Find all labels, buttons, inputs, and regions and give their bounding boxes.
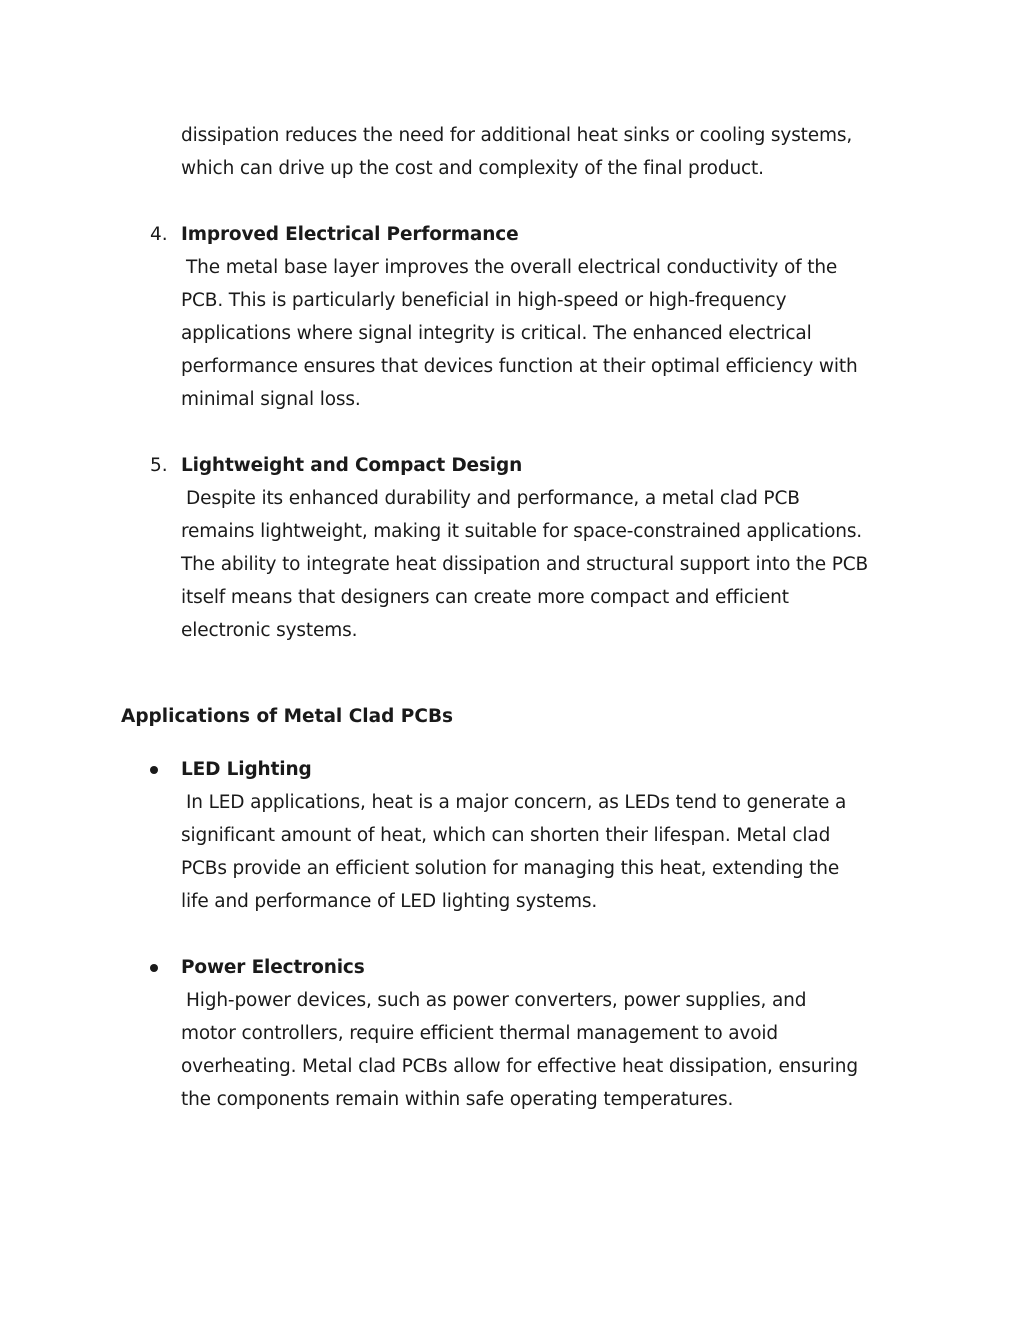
paragraph-line: In LED applications, heat is a major concern, as LEDs tend to generate a bbox=[186, 792, 847, 813]
paragraph-line: dissipation reduces the need for additional heat sinks or cooling systems, bbox=[181, 125, 853, 146]
paragraph-line: performance ensures that devices function at their optimal efficiency with bbox=[181, 356, 858, 377]
paragraph-line: the components remain within safe operating temperatures. bbox=[181, 1089, 734, 1110]
paragraph-line: Despite its enhanced durability and performance, a metal clad PCB bbox=[186, 488, 800, 509]
paragraph-line: PCB. This is particularly beneficial in high-speed or high-frequency bbox=[181, 290, 787, 311]
bullet-icon bbox=[148, 951, 158, 984]
paragraph-line: significant amount of heat, which can shorten their lifespan. Metal clad bbox=[181, 825, 831, 846]
list-number: 5. bbox=[150, 455, 168, 476]
paragraph-line: overheating. Metal clad PCBs allow for effective heat dissipation, ensuring bbox=[181, 1056, 858, 1077]
paragraph-line: life and performance of LED lighting systems. bbox=[181, 891, 598, 912]
paragraph-line: remains lightweight, making it suitable for space-constrained applications. bbox=[181, 521, 863, 542]
paragraph-line: motor controllers, require efficient thermal management to avoid bbox=[181, 1023, 778, 1044]
bullet-icon bbox=[148, 753, 158, 786]
paragraph-line: PCBs provide an efficient solution for managing this heat, extending the bbox=[181, 858, 840, 879]
section-heading: Applications of Metal Clad PCBs bbox=[121, 706, 454, 727]
paragraph-line: minimal signal loss. bbox=[181, 389, 361, 410]
list-number: 4. bbox=[150, 224, 168, 245]
paragraph-line: High-power devices, such as power converters, power supplies, and bbox=[186, 990, 807, 1011]
paragraph-line: applications where signal integrity is critical. The enhanced electrical bbox=[181, 323, 812, 344]
paragraph-line: The metal base layer improves the overall electrical conductivity of the bbox=[186, 257, 838, 278]
bullet-item-title: LED Lighting bbox=[181, 759, 312, 780]
paragraph-line: which can drive up the cost and complexity of the final product. bbox=[181, 158, 764, 179]
list-item-title: Improved Electrical Performance bbox=[181, 224, 519, 245]
bullet-item-title: Power Electronics bbox=[181, 957, 365, 978]
paragraph-line: itself means that designers can create more compact and efficient bbox=[181, 587, 789, 608]
list-item-title: Lightweight and Compact Design bbox=[181, 455, 523, 476]
paragraph-line: The ability to integrate heat dissipation and structural support into the PCB bbox=[181, 554, 869, 575]
paragraph-line: electronic systems. bbox=[181, 620, 358, 641]
